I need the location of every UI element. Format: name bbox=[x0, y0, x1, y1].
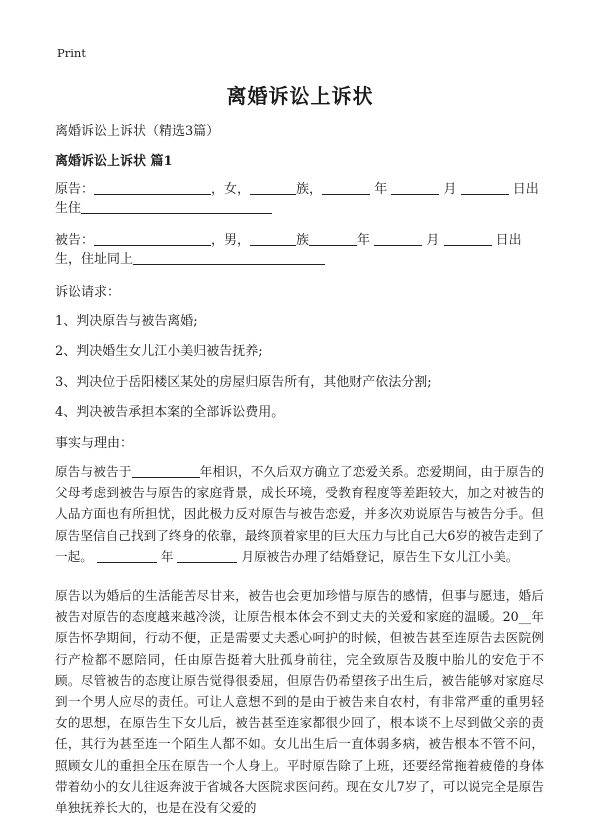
claim-item-1: 1、判决原告与被告离婚; bbox=[55, 314, 198, 329]
page-title: 离婚诉讼上诉状 bbox=[226, 84, 374, 108]
facts-paragraph-2: 原告以为婚后的生活能苦尽甘来，被告也会更加珍惜与原告的感情，但事与愿违，婚后被告对原告的态度越来越冷淡，让原告根本体会不到丈夫的关爱和家庭的温暖。20__年原告怀孕期间，行动不便，正是需要丈夫悉心呵护的时候，但被告甚至连原告去医院例行产检都不愿陪同，任由原告挺着大肚孤身前往，完全致原告及腹中胎儿的安危于不顾。尽管被告的态度让原告觉得很委屈，但原告仍希望孩子出生后，被告能够对家庭尽到一个男人应尽的责任。可让人意想不到的是由于被告来自农村，有非常严重的重男轻女的思想，在原告生下女儿后，被告甚至连家都很少回了，根本谈不上尽到做父亲的责任，其行为甚至连一个陌生人都不如。女儿出生后一直体弱多病，被告根本不管不问，照顾女儿的重担全压在原告一个人身上。平时原告除了上班，还要经常拖着疲倦的身体带着幼小的女儿往返奔波于省城各大医院求医问药。现在女儿7岁了，可以说完全是原告单独抚养长大的，也是在没有父爱的 bbox=[55, 588, 544, 816]
defendant-gender: ，男， bbox=[211, 233, 251, 248]
defendant-residence: 生，住址同上 bbox=[55, 252, 134, 267]
defendant-ethnicity-blank bbox=[250, 231, 296, 246]
plaintiff-day-blank bbox=[461, 180, 509, 195]
meet-year-blank bbox=[132, 465, 200, 478]
defendant-year: 年 bbox=[357, 233, 371, 248]
defendant-name-blank bbox=[94, 231, 211, 246]
defendant-label: 被告： bbox=[55, 233, 95, 248]
claim-item-4: 4、判决被告承担本案的全部诉讼费用。 bbox=[55, 405, 285, 420]
plaintiff-ethnicity: 族， bbox=[296, 182, 323, 197]
plaintiff-info-line bbox=[55, 180, 542, 200]
claim-item-3: 3、判决位于岳阳楼区某处的房屋归原告所有，其他财产依法分割; bbox=[55, 375, 432, 390]
defendant-year-blank bbox=[309, 231, 357, 246]
defendant-day-blank bbox=[444, 231, 492, 246]
plaintiff-month-blank bbox=[391, 180, 439, 195]
plaintiff-residence: 生住 bbox=[55, 201, 82, 216]
plaintiff-gender: ，女， bbox=[211, 182, 251, 197]
plaintiff-label: 原告： bbox=[55, 182, 95, 197]
facts-p1-part-a: 原告与被告于 bbox=[55, 464, 132, 479]
defendant-ethnicity: 族 bbox=[296, 233, 310, 248]
defendant-month: 月 bbox=[426, 233, 440, 248]
defendant-residence-line bbox=[55, 250, 542, 270]
plaintiff-born: 日出 bbox=[512, 182, 539, 197]
plaintiff-name-blank bbox=[94, 180, 211, 195]
claims-heading: 诉讼请求： bbox=[55, 285, 121, 300]
defendant-address-blank bbox=[133, 250, 325, 265]
plaintiff-address-blank bbox=[81, 199, 272, 214]
document-subtitle: 离婚诉讼上诉状（精选3篇） bbox=[55, 124, 220, 139]
section-title: 离婚诉讼上诉状 篇1 bbox=[55, 154, 173, 169]
facts-p1-part-b: 年相识，不久后双方确立了恋爱关系。恋爱期间，由于原告的父母考虑到被告与原告的家庭背景，成长环境，受教育程度等差距较大，加之对被告的人品方面也有所担忧，因此极力反对原告与被告恋爱，并多次劝说原告与被告分手。但原告坚信自己找到了终身的依靠，最终顶着家里的巨大压力与比自己大6岁的被告走到了一起。 bbox=[55, 464, 545, 564]
plaintiff-residence-line bbox=[55, 199, 542, 219]
plaintiff-year: 年 bbox=[374, 182, 388, 197]
defendant-info-line bbox=[55, 231, 542, 251]
facts-paragraph-1 bbox=[55, 461, 544, 567]
defendant-born: 日出 bbox=[495, 233, 522, 248]
plaintiff-ethnicity-blank bbox=[250, 180, 296, 195]
plaintiff-year-blank bbox=[322, 180, 370, 195]
defendant-month-blank bbox=[374, 231, 422, 246]
marriage-year-blank bbox=[97, 550, 157, 563]
print-label[interactable]: Print bbox=[57, 46, 86, 60]
facts-p1-part-d: 月原被告办理了结婚登记，原告生下女儿江小美。 bbox=[241, 548, 519, 564]
facts-p1-part-c: 年 bbox=[160, 548, 174, 564]
marriage-month-blank bbox=[177, 550, 237, 563]
claim-item-2: 2、判决婚生女儿江小美归被告抚养; bbox=[55, 344, 263, 359]
facts-heading: 事实与理由： bbox=[55, 436, 134, 451]
plaintiff-month: 月 bbox=[443, 182, 457, 197]
